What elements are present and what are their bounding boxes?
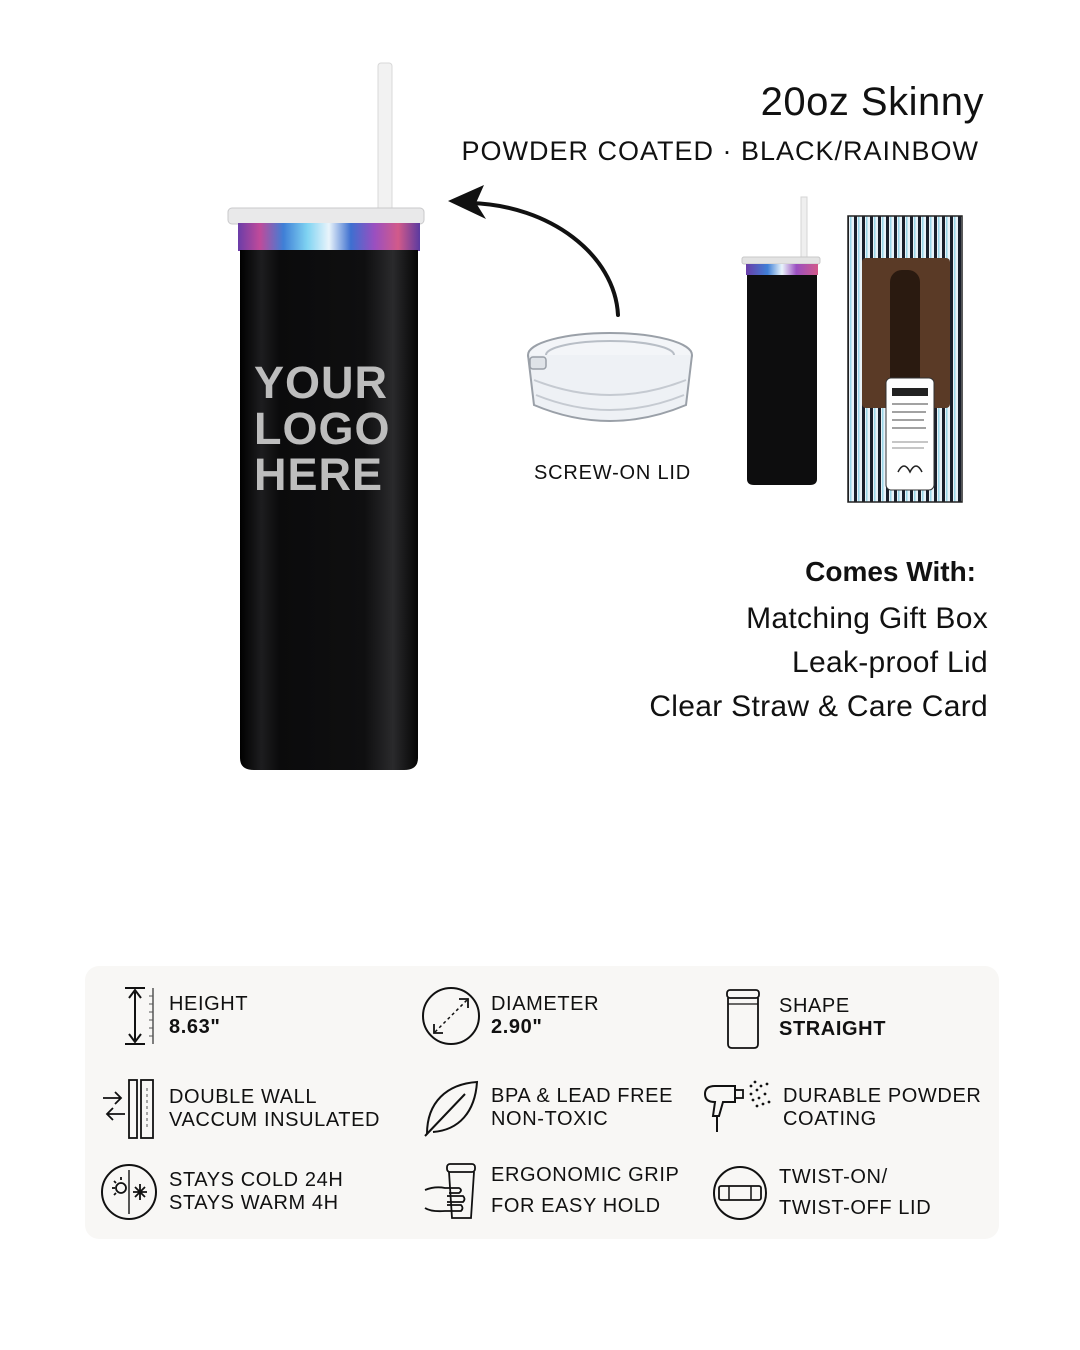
spec-label: DIAMETER xyxy=(491,993,600,1015)
product-title: 20oz Skinny xyxy=(760,80,984,124)
spec-value: VACCUM INSULATED xyxy=(169,1109,381,1131)
spec-label: SHAPE xyxy=(779,995,850,1017)
spec-diameter-text xyxy=(491,993,599,1039)
spec-powder-coating-text xyxy=(783,1085,981,1131)
logo-placeholder xyxy=(254,357,424,500)
product-subtitle: POWDER COATED · BLACK/RAINBOW xyxy=(461,136,979,166)
spec-label: ERGONOMIC GRIP xyxy=(491,1164,680,1186)
spec-twist-lid-text xyxy=(779,1162,931,1224)
curved-arrow-icon xyxy=(440,175,640,325)
comes-with-title: Comes With: xyxy=(805,556,976,587)
logo-line-2: LOGO xyxy=(254,403,391,454)
spec-double-wall xyxy=(99,1078,380,1140)
logo-line-1: YOUR xyxy=(254,357,389,408)
double-wall-icon xyxy=(99,1078,159,1140)
spec-value: COATING xyxy=(783,1108,877,1130)
comes-with-item: Clear Straw & Care Card xyxy=(649,690,988,723)
small-tumbler-image xyxy=(738,195,824,490)
spec-shape-text xyxy=(779,995,886,1041)
spec-value: TWIST-OFF LID xyxy=(779,1197,932,1219)
height-icon xyxy=(99,984,159,1048)
leaf-icon xyxy=(421,1078,481,1138)
spec-value: STAYS WARM 4H xyxy=(169,1192,339,1214)
grip-icon xyxy=(421,1160,481,1222)
spec-value: NON-TOXIC xyxy=(491,1108,609,1130)
spec-shape xyxy=(713,986,886,1050)
spec-value: 8.63" xyxy=(169,1016,221,1038)
spec-label: HEIGHT xyxy=(169,993,249,1015)
spec-label: STAYS COLD 24H xyxy=(169,1169,344,1191)
spec-value: STRAIGHT xyxy=(779,1018,887,1040)
hot-cold-icon xyxy=(99,1162,159,1222)
spec-grip xyxy=(421,1160,679,1222)
spec-height-text xyxy=(169,993,248,1039)
spec-label: DURABLE POWDER xyxy=(783,1085,982,1107)
spec-label: TWIST-ON/ xyxy=(779,1166,888,1188)
twist-lid-icon xyxy=(711,1164,769,1222)
logo-line-3: HERE xyxy=(254,449,384,500)
comes-with-item: Matching Gift Box xyxy=(746,602,988,635)
spec-value: FOR EASY HOLD xyxy=(491,1195,661,1217)
spec-value: 2.90" xyxy=(491,1016,543,1038)
spec-diameter xyxy=(421,986,599,1046)
spec-temperature xyxy=(99,1162,343,1222)
spec-twist-lid xyxy=(711,1162,931,1224)
spec-label: DOUBLE WALL xyxy=(169,1086,318,1108)
spec-double-wall-text xyxy=(169,1086,380,1132)
specs-panel xyxy=(85,966,999,1239)
spray-gun-icon xyxy=(701,1076,773,1140)
diameter-icon xyxy=(421,986,481,1046)
spec-temperature-text xyxy=(169,1169,343,1215)
spec-bpa-free-text xyxy=(491,1085,673,1131)
spec-powder-coating xyxy=(701,1076,981,1140)
screw-on-lid-image xyxy=(520,325,700,450)
gift-box-image xyxy=(846,214,964,504)
spec-height xyxy=(99,984,248,1048)
spec-bpa-free xyxy=(421,1078,673,1138)
gift-box-graphic xyxy=(846,214,964,504)
spec-label: BPA & LEAD FREE xyxy=(491,1085,674,1107)
comes-with-item: Leak-proof Lid xyxy=(792,646,988,679)
lid-label: SCREW-ON LID xyxy=(533,462,692,484)
spec-grip-text xyxy=(491,1160,679,1222)
shape-icon xyxy=(713,986,769,1050)
